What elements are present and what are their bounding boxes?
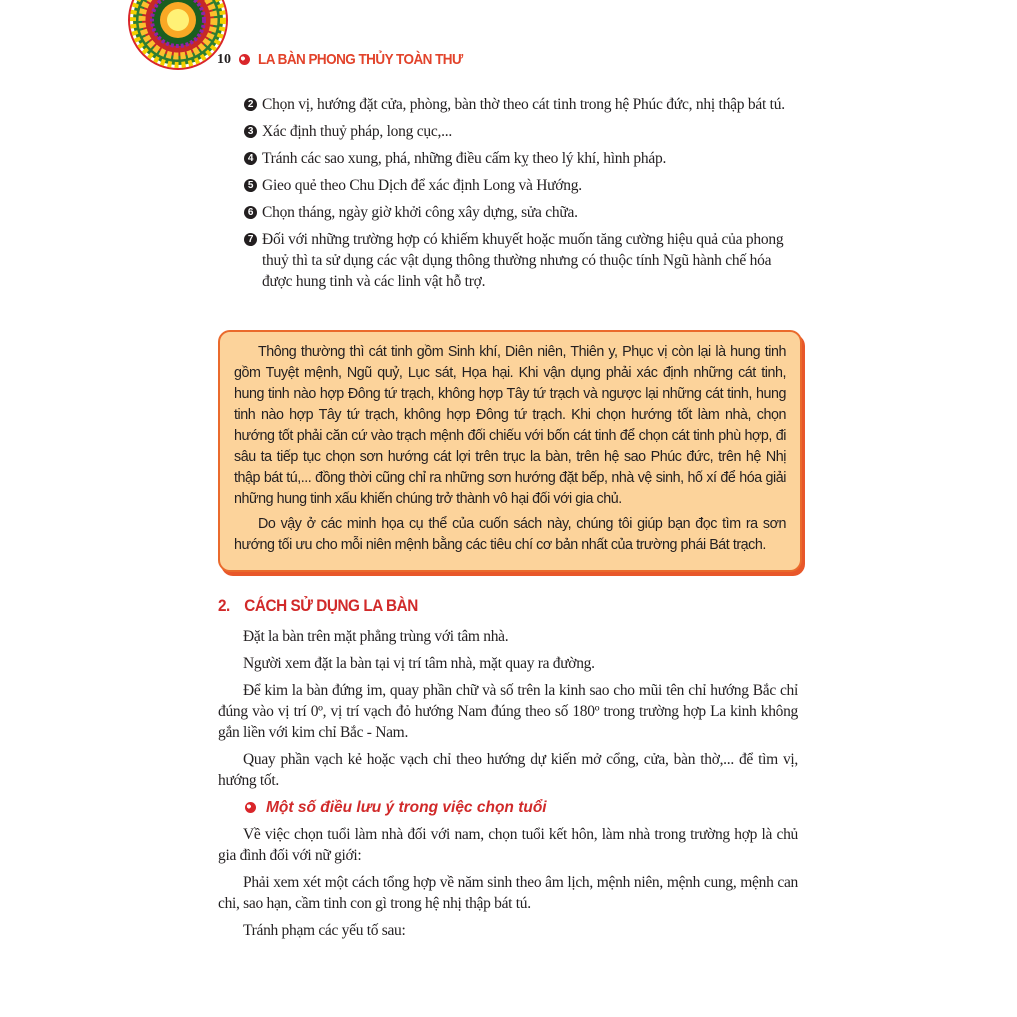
number-bullet: 3: [244, 125, 257, 138]
body-paragraph: Tránh phạm các yếu tố sau:: [243, 922, 406, 939]
callout-paragraph: Thông thường thì cát tinh gồm Sinh khí, Diên niên, Thiên y, Phục vị còn lại là hung tinh gồm Tuyệt mệnh, Ngũ quỷ, Lục sát, Họa hại. Khi vận dụng phải xác định những cát tinh, hung tinh nào hợp Đông tứ trạch, không hợp Tây tứ trạch và ngược lại những cát tinh, hung tinh nào hợp Tây tứ trạch, không hợp Đông tứ trạch. Khi chọn hướng tốt làm nhà, chọn hướng tốt phải căn cứ vào trạch mệnh đối chiếu với bốn cát tinh để chọn cát tinh phù hợp, đi sâu ta tiếp tục chọn sơn hướng cát lợi trên trục la bàn, trên hệ sao Phúc đức, trên hệ Nhị thập bát tú,... đồng thời cũng chỉ ra những sơn hướng đặt bếp, nhà vệ sinh, hố xí để hóa giải những hung tinh xấu khiến chúng trở thành vô hại đối với gia chủ.: [234, 344, 786, 507]
body-paragraph: Để kim la bàn đứng im, quay phần chữ và số trên la kinh sao cho mũi tên chỉ hướng Bắc chỉ đúng vào vị trí 0º, vị trí vạch đỏ hướng Nam đúng theo số 180º trong trường hợp La kinh không gắn liền với kim chỉ Bắc - Nam.: [218, 682, 798, 741]
body-paragraph: Phải xem xét một cách tổng hợp về năm sinh theo âm lịch, mệnh niên, mệnh cung, mệnh can chi, sao hạn, cầm tinh con gì trong hệ nhị thập bát tú.: [218, 874, 798, 912]
numbered-list: [244, 94, 800, 298]
section-heading: [218, 596, 740, 616]
yin-yang-icon: [239, 54, 250, 65]
list-item: [244, 202, 800, 223]
list-item-text: Chọn tháng, ngày giờ khởi công xây dựng, sửa chữa.: [262, 204, 578, 221]
list-item-text: Tránh các sao xung, phá, những điều cấm kỵ theo lý khí, hình pháp.: [262, 150, 667, 167]
section-number: 2.: [218, 596, 230, 615]
compass-decoration-image: [128, 0, 228, 70]
number-bullet: 7: [244, 233, 257, 246]
list-item-text: Đối với những trường hợp có khiếm khuyết hoặc muốn tăng cường hiệu quả của phong thuỷ thì ta sử dụng các vật dụng thông thường nhưng có thuộc tính Ngũ hành chế hóa được hung tinh và các linh vật hỗ trợ.: [262, 231, 784, 290]
book-title: LA BÀN PHONG THỦY TOÀN THƯ: [258, 51, 463, 68]
running-header: [217, 51, 485, 68]
callout-box: [218, 330, 802, 572]
list-item: [244, 94, 800, 115]
number-bullet: 4: [244, 152, 257, 165]
page-number: 10: [217, 51, 231, 67]
list-item-text: Chọn vị, hướng đặt cửa, phòng, bàn thờ theo cát tinh trong hệ Phúc đức, nhị thập bát tú.: [262, 96, 785, 113]
number-bullet: 6: [244, 206, 257, 219]
callout-paragraph: Do vậy ở các minh họa cụ thể của cuốn sách này, chúng tôi giúp bạn đọc tìm ra sơn hướng tối ưu cho mỗi niên mệnh bằng các tiêu chí cơ bản nhất của trường phái Bát trạch.: [234, 516, 786, 553]
section-title: CÁCH SỬ DỤNG LA BÀN: [244, 596, 418, 615]
list-item-text: Gieo quẻ theo Chu Dịch để xác định Long và Hướng.: [262, 177, 582, 194]
list-item-text: Xác định thuỷ pháp, long cục,...: [262, 123, 453, 140]
section-2: [218, 596, 798, 947]
subheading-text: Một số điều lưu ý trong việc chọn tuổi: [266, 799, 547, 816]
list-item: [244, 148, 800, 169]
list-item: [244, 121, 800, 142]
list-item: [244, 175, 800, 196]
number-bullet: 2: [244, 98, 257, 111]
body-paragraph: Về việc chọn tuổi làm nhà đối với nam, chọn tuổi kết hôn, làm nhà trong trường hợp là chủ gia đình đối với nữ giới:: [218, 826, 798, 864]
body-paragraph: Đặt la bàn trên mặt phẳng trùng với tâm nhà.: [243, 628, 509, 645]
body-paragraph: Người xem đặt la bàn tại vị trí tâm nhà, mặt quay ra đường.: [243, 655, 595, 672]
list-item: [244, 229, 800, 292]
body-paragraph: Quay phần vạch kẻ hoặc vạch chỉ theo hướng dự kiến mở cổng, cửa, bàn thờ,... để tìm vị, hướng tốt.: [218, 751, 798, 789]
subheading: [218, 797, 798, 818]
number-bullet: 5: [244, 179, 257, 192]
yin-yang-icon: [245, 802, 256, 813]
